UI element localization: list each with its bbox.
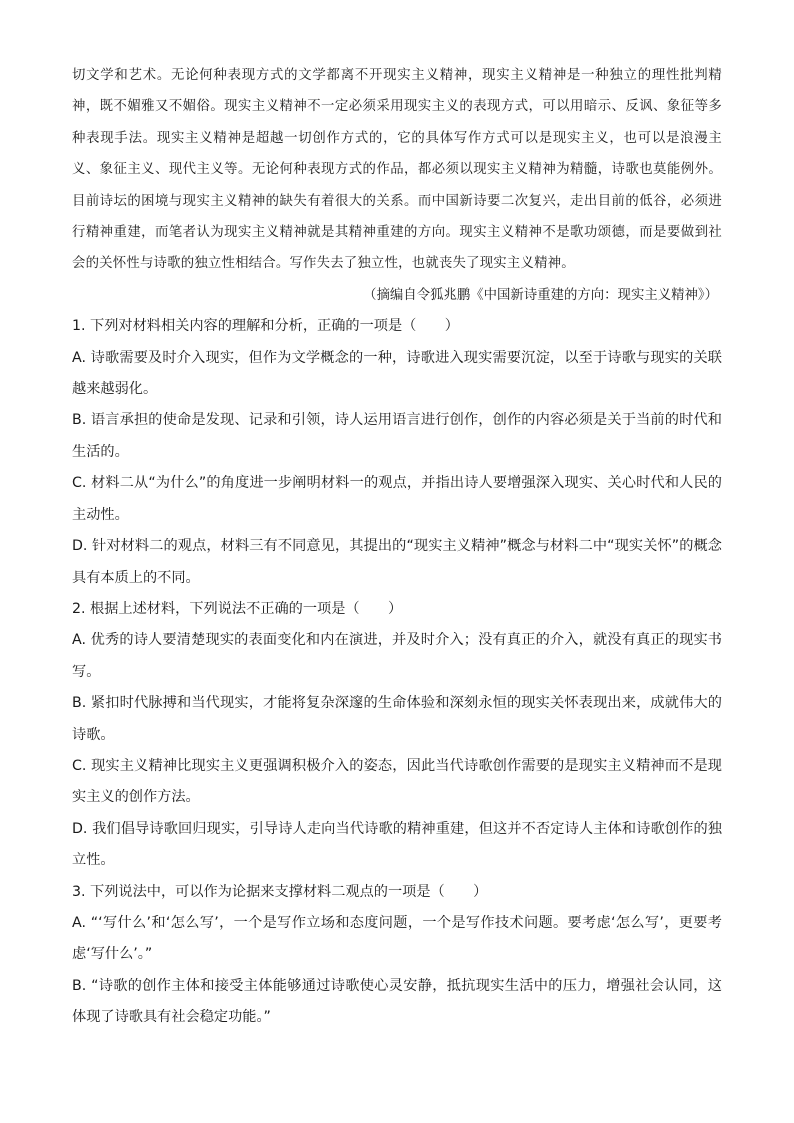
passage-source: （摘编自令狐兆鹏《中国新诗重建的方向：现实主义精神》） <box>363 287 718 303</box>
question-stem: 1. 下列对材料相关内容的理解和分析，正确的一项是（ ） <box>72 318 459 335</box>
passage-text: 切文学和艺术。无论何种表现方式的文学都离不开现实主义精神，现实主义精神是一种独立的理性批判精神，既不媚雅又不媚俗。现实主义精神不一定必须采用现实主义的表现方式，可以用暗示、反讽、象征等多种表现手法。现实主义精神是超越一切创作方式的，它的具体写作方式可以是现实主义，也可以是浪漫主义、象征主义、现代主义等。无论何种表现方式的作品，都必须以现实主义精神为精髓，诗歌也莫能例外。目前诗坛的困境与现实主义精神的缺失有着很大的关系。而中国新诗要二次复兴，走出目前的低谷，必须进行精神重建，而笔者认为现实主义精神就是其精神重建的方向。现实主义精神不是歌功颂德，而是要做到社会的关怀性与诗歌的独立性相结合。写作失去了独立性，也就丧失了现实主义精神。 <box>72 68 722 272</box>
option-d: D. 我们倡导诗歌回归现实，引导诗人走向当代诗歌的精神重建，但这并不否定诗人主体和诗歌创作的独立性。 <box>72 820 722 869</box>
option-b: B. 紧扣时代脉搏和当代现实，才能将复杂深邃的生命体验和深刻永恒的现实关怀表现出来，成就伟大的诗歌。 <box>72 695 722 743</box>
option-c: C. 材料二从“为什么”的角度进一步阐明材料一的观点，并指出诗人要增强深入现实、关心时代和人民的主动性。 <box>72 475 722 523</box>
option-c: C. 现实主义精神比现实主义更强调积极介入的姿态，因此当代诗歌创作需要的是现实主义精神而不是现实主义的创作方法。 <box>72 757 722 806</box>
option-a: A. 优秀的诗人要清楚现实的表面变化和内在演进，并及时介入；没有真正的介入，就没有真正的现实书写。 <box>72 632 722 680</box>
question-stem: 3. 下列说法中，可以作为论据来支撑材料二观点的一项是（ ） <box>72 883 488 900</box>
question-3 <box>72 877 722 1034</box>
question-2 <box>72 594 722 877</box>
question-1 <box>72 311 722 594</box>
question-stem: 2. 根据上述材料，下列说法不正确的一项是（ ） <box>72 600 403 617</box>
document-page <box>72 60 722 1034</box>
option-d: D. 针对材料二的观点，材料三有不同意见，其提出的“现实主义精神”概念与材料二中“现实关怀”的概念具有本质上的不同。 <box>72 538 722 586</box>
option-a: A. 诗歌需要及时介入现实，但作为文学概念的一种，诗歌进入现实需要沉淀，以至于诗歌与现实的关联越来越弱化。 <box>72 349 722 398</box>
option-b: B. “诗歌的创作主体和接受主体能够通过诗歌使心灵安静，抵抗现实生活中的压力，增强社会认同，这体现了诗歌具有社会稳定功能。” <box>72 977 722 1026</box>
question-list <box>72 311 722 1033</box>
option-b: B. 语言承担的使命是发现、记录和引领，诗人运用语言进行创作，创作的内容必须是关于当前的时代和生活的。 <box>72 412 722 460</box>
option-a: A. “‘写什么’和‘怎么写’，一个是写作立场和态度问题，一个是写作技术问题。要考虑‘怎么写’，更要考虑‘写什么’。” <box>72 914 722 963</box>
